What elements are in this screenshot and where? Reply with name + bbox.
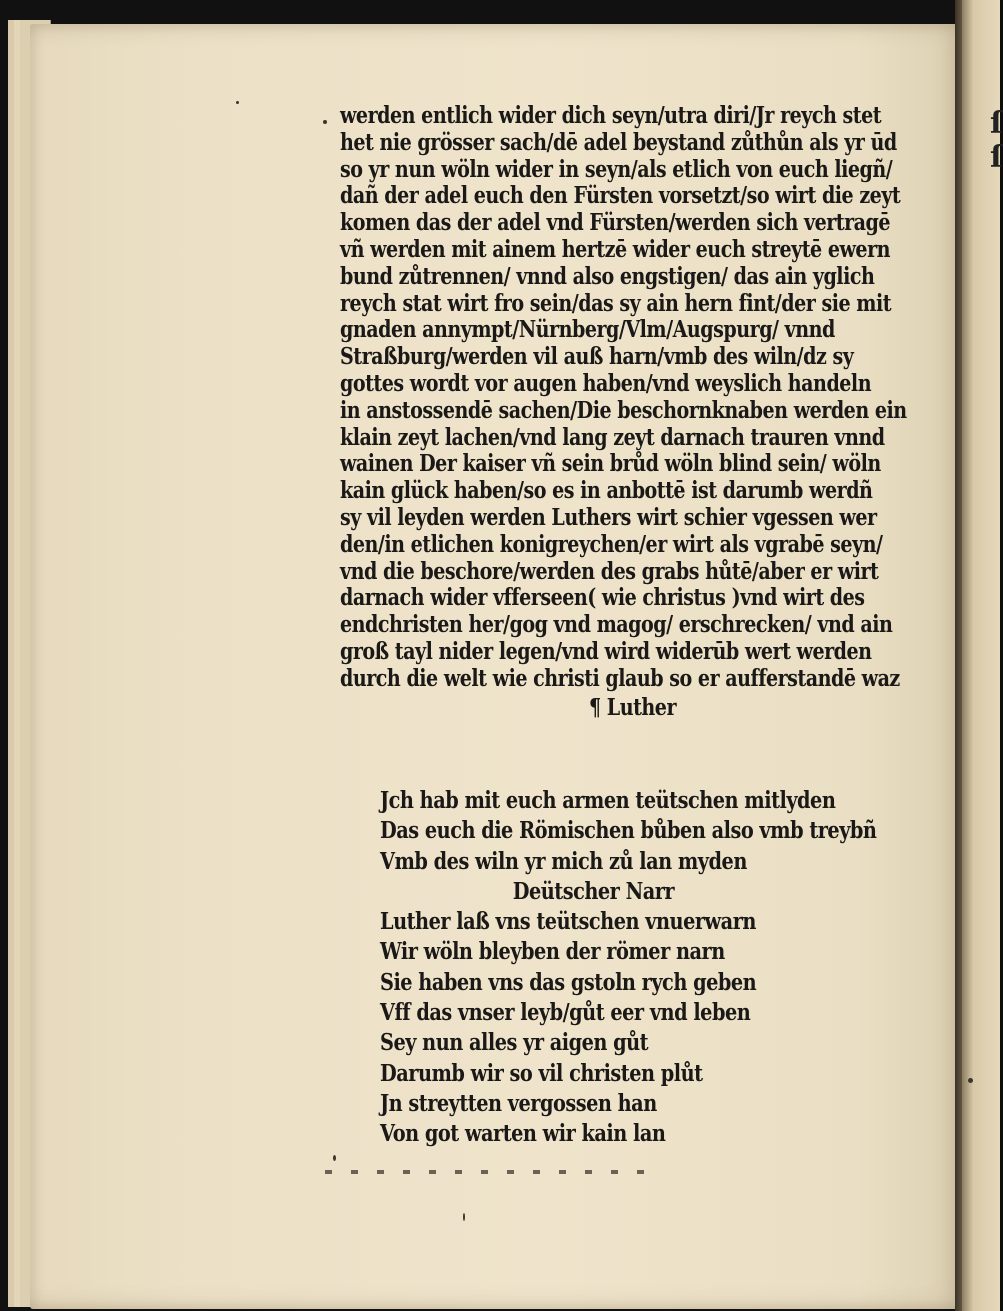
- printer-rule: [325, 1170, 655, 1174]
- prose-line: kain glück haben/so es in anbottē ist darumb werdñ: [340, 477, 873, 505]
- prose-line: dañ der adel euch den Fürsten vorsetzt/so wirt die zeyt: [340, 182, 901, 210]
- verse-line: Jn streytten vergossen han: [380, 1089, 657, 1117]
- prose-line: so yr nun wöln wider in seyn/als etlich von euch liegñ/: [340, 155, 893, 183]
- prose-line: werden entlich wider dich seyn/utra diri/Jr reych stet: [340, 102, 882, 129]
- prose-line: vñ werden mit ainem hertzē wider euch streytē ewern: [340, 235, 891, 263]
- ink-speck: [323, 120, 327, 124]
- ink-speck: [236, 101, 239, 104]
- prose-line: het nie grösser sach/dē adel beystand zůthůn als yr ūd: [340, 128, 897, 156]
- prose-text-block: [340, 103, 960, 722]
- verse-block: [380, 786, 940, 1150]
- prose-line: reych stat wirt fro sein/das sy ain hern fint/der sie mit: [340, 289, 892, 317]
- verse-line: Jch hab mit euch armen teütschen mitlyden: [380, 787, 836, 814]
- prose-line: Straßburg/werden vil auß harn/vmb des wiln/dz sy: [340, 343, 854, 371]
- prose-line: bund zůtrennen/ vnnd also engstigen/ das ain yglich: [340, 262, 875, 290]
- ink-speck: [968, 1078, 973, 1083]
- verse-line: Vff das vnser leyb/gůt eer vnd leben: [380, 999, 751, 1027]
- ink-speck: [333, 1155, 336, 1161]
- prose-line: sy vil leyden werden Luthers wirt schier vgessen wer: [340, 503, 877, 531]
- prose-line: gnaden annympt/Nürnberg/Vlm/Augspurg/ vnnd: [340, 316, 835, 344]
- prose-line: wainen Der kaiser vñ sein brůd wöln blind sein/ wöln: [340, 450, 881, 478]
- prose-line: den/in etlichen konigreychen/er wirt als vgrabē seyn/: [340, 530, 883, 558]
- verse-line: Sie haben vns das gstoln rych geben: [380, 968, 757, 996]
- facing-page-glyph: ſ: [990, 106, 1003, 141]
- prose-line: vnd die beschore/werden des grabs hůtē/aber er wirt: [340, 557, 879, 585]
- verse-line: Von got warten wir kain lan: [380, 1120, 666, 1148]
- prose-line: darnach wider vfferseen( wie christus )vnd wirt des: [340, 584, 865, 612]
- verse-line: Darumb wir so vil christen plůt: [380, 1059, 703, 1087]
- verse-line: Das euch die Römischen bůben also vmb treybñ: [380, 817, 877, 845]
- prose-line: groß tayl nider legen/vnd wird widerūb wert werden: [340, 637, 872, 665]
- prose-line: durch die welt wie christi glaub so er aufferstandē waz: [340, 664, 900, 692]
- verse-line: Luther laß vns teütschen vnuerwarn: [380, 908, 756, 936]
- prose-line: klain zeyt lachen/vnd lang zeyt darnach trauren vnnd: [340, 423, 885, 451]
- speaker-heading-narr: Deütscher Narr: [512, 877, 675, 905]
- facing-page-glyph: ſ: [990, 140, 1003, 175]
- prose-line: komen das der adel vnd Fürsten/werden sich vertragē: [340, 209, 891, 237]
- ink-speck: [463, 1213, 465, 1221]
- speaker-heading-luther: ¶ Luther: [589, 693, 677, 721]
- prose-line: endchristen her/gog vnd magog/ erschrecken/ vnd ain: [340, 611, 893, 639]
- facing-page: [962, 0, 1000, 1311]
- prose-line: in anstossendē sachen/Die beschornknaben werden ein: [340, 396, 907, 424]
- verse-line: Vmb des wiln yr mich zů lan myden: [380, 847, 747, 875]
- verse-line: Wir wöln bleyben der römer narn: [380, 938, 725, 966]
- verse-line: Sey nun alles yr aigen gůt: [380, 1029, 649, 1057]
- prose-line: gottes wordt vor augen haben/vnd weyslich handeln: [340, 369, 872, 397]
